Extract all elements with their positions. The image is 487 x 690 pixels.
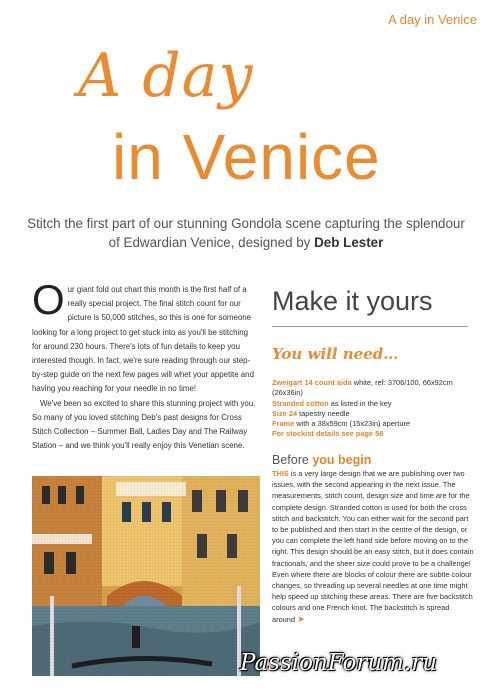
- intro-para1: ur giant fold out chart this month is the first half of a really special project. The final stitch count for our picture is 50,000 stitches, so this is one for someone looking for a long project to get stuck into as you'll be stitching for around 230 hours. There's lots of fun details to keep you interested though. In fact, we're sure reading through our step-by-step guide on the next few pages will whet your appetite and having you reaching for your needle in no time!: [32, 285, 254, 394]
- title-line2: in Venice: [112, 121, 381, 193]
- continue-arrow-icon: ➤: [297, 613, 305, 624]
- before-you-begin-heading: Before you begin: [272, 453, 372, 467]
- header-part2: in Venice: [424, 12, 477, 27]
- req-item: Frame with a 38x59cm (15x23in) aperture: [272, 419, 411, 429]
- venice-stitch-photo: [32, 476, 260, 676]
- req-item: Zweigart 14 count aida white, ref: 3706/100, 66x92cm (26x36in): [272, 378, 453, 398]
- requirements-list: [272, 378, 472, 440]
- intro-para2: We've been so excited to share this stunning project with you. So many of you loved stitching Deb's past designs for Cross Stitch Collection – Summer Ball, Ladies Day and The Railway Station – and we think you'll really enjoy this Venetian scene.: [32, 398, 256, 451]
- standfirst: [26, 214, 466, 252]
- intro-body: [32, 276, 258, 453]
- running-header: [388, 12, 477, 27]
- watermark: PassionForum.ru: [240, 650, 438, 676]
- sidebar-heading: Make it yours: [272, 286, 433, 316]
- you-will-need-title: You will need…: [272, 345, 399, 363]
- author-name: Deb Lester: [314, 235, 384, 250]
- req-item: Size 24 tapestry needle: [272, 408, 350, 418]
- divider: [272, 326, 468, 327]
- standfirst-text: Stitch the first part of our stunning Gondola scene capturing the splendour of Edwardian Venice, designed by: [27, 216, 465, 250]
- before-you-begin-text: THIS is a very large design that we are publishing over two issues, with the second appearing in the next issue. The measurements, stitch count, design size and time are for the complete design. Stranded cotton is used for both the cross stitch and backstitch. You can either wait for the second part to be published and then start in the centre of the design, or you can complete the left hand side before moving on to the right. This design should be an easy stitch, but it does contain fractionals, and the sheer size could prove to be a challenge! Even where there are blocks of colour there are subtle colour changes, so threading up several needles at one time might help speed up stitching these areas. There are five backstitch colours and one French knot. The backstitch is spread around ➤: [272, 469, 474, 624]
- title-line1: A day: [78, 41, 254, 111]
- req-item: Stranded cotton as listed in the key: [272, 398, 392, 408]
- req-item-stockist: For stockist details see page 58: [272, 429, 384, 439]
- dropcap: O: [32, 276, 65, 323]
- header-part1: A day: [388, 12, 421, 27]
